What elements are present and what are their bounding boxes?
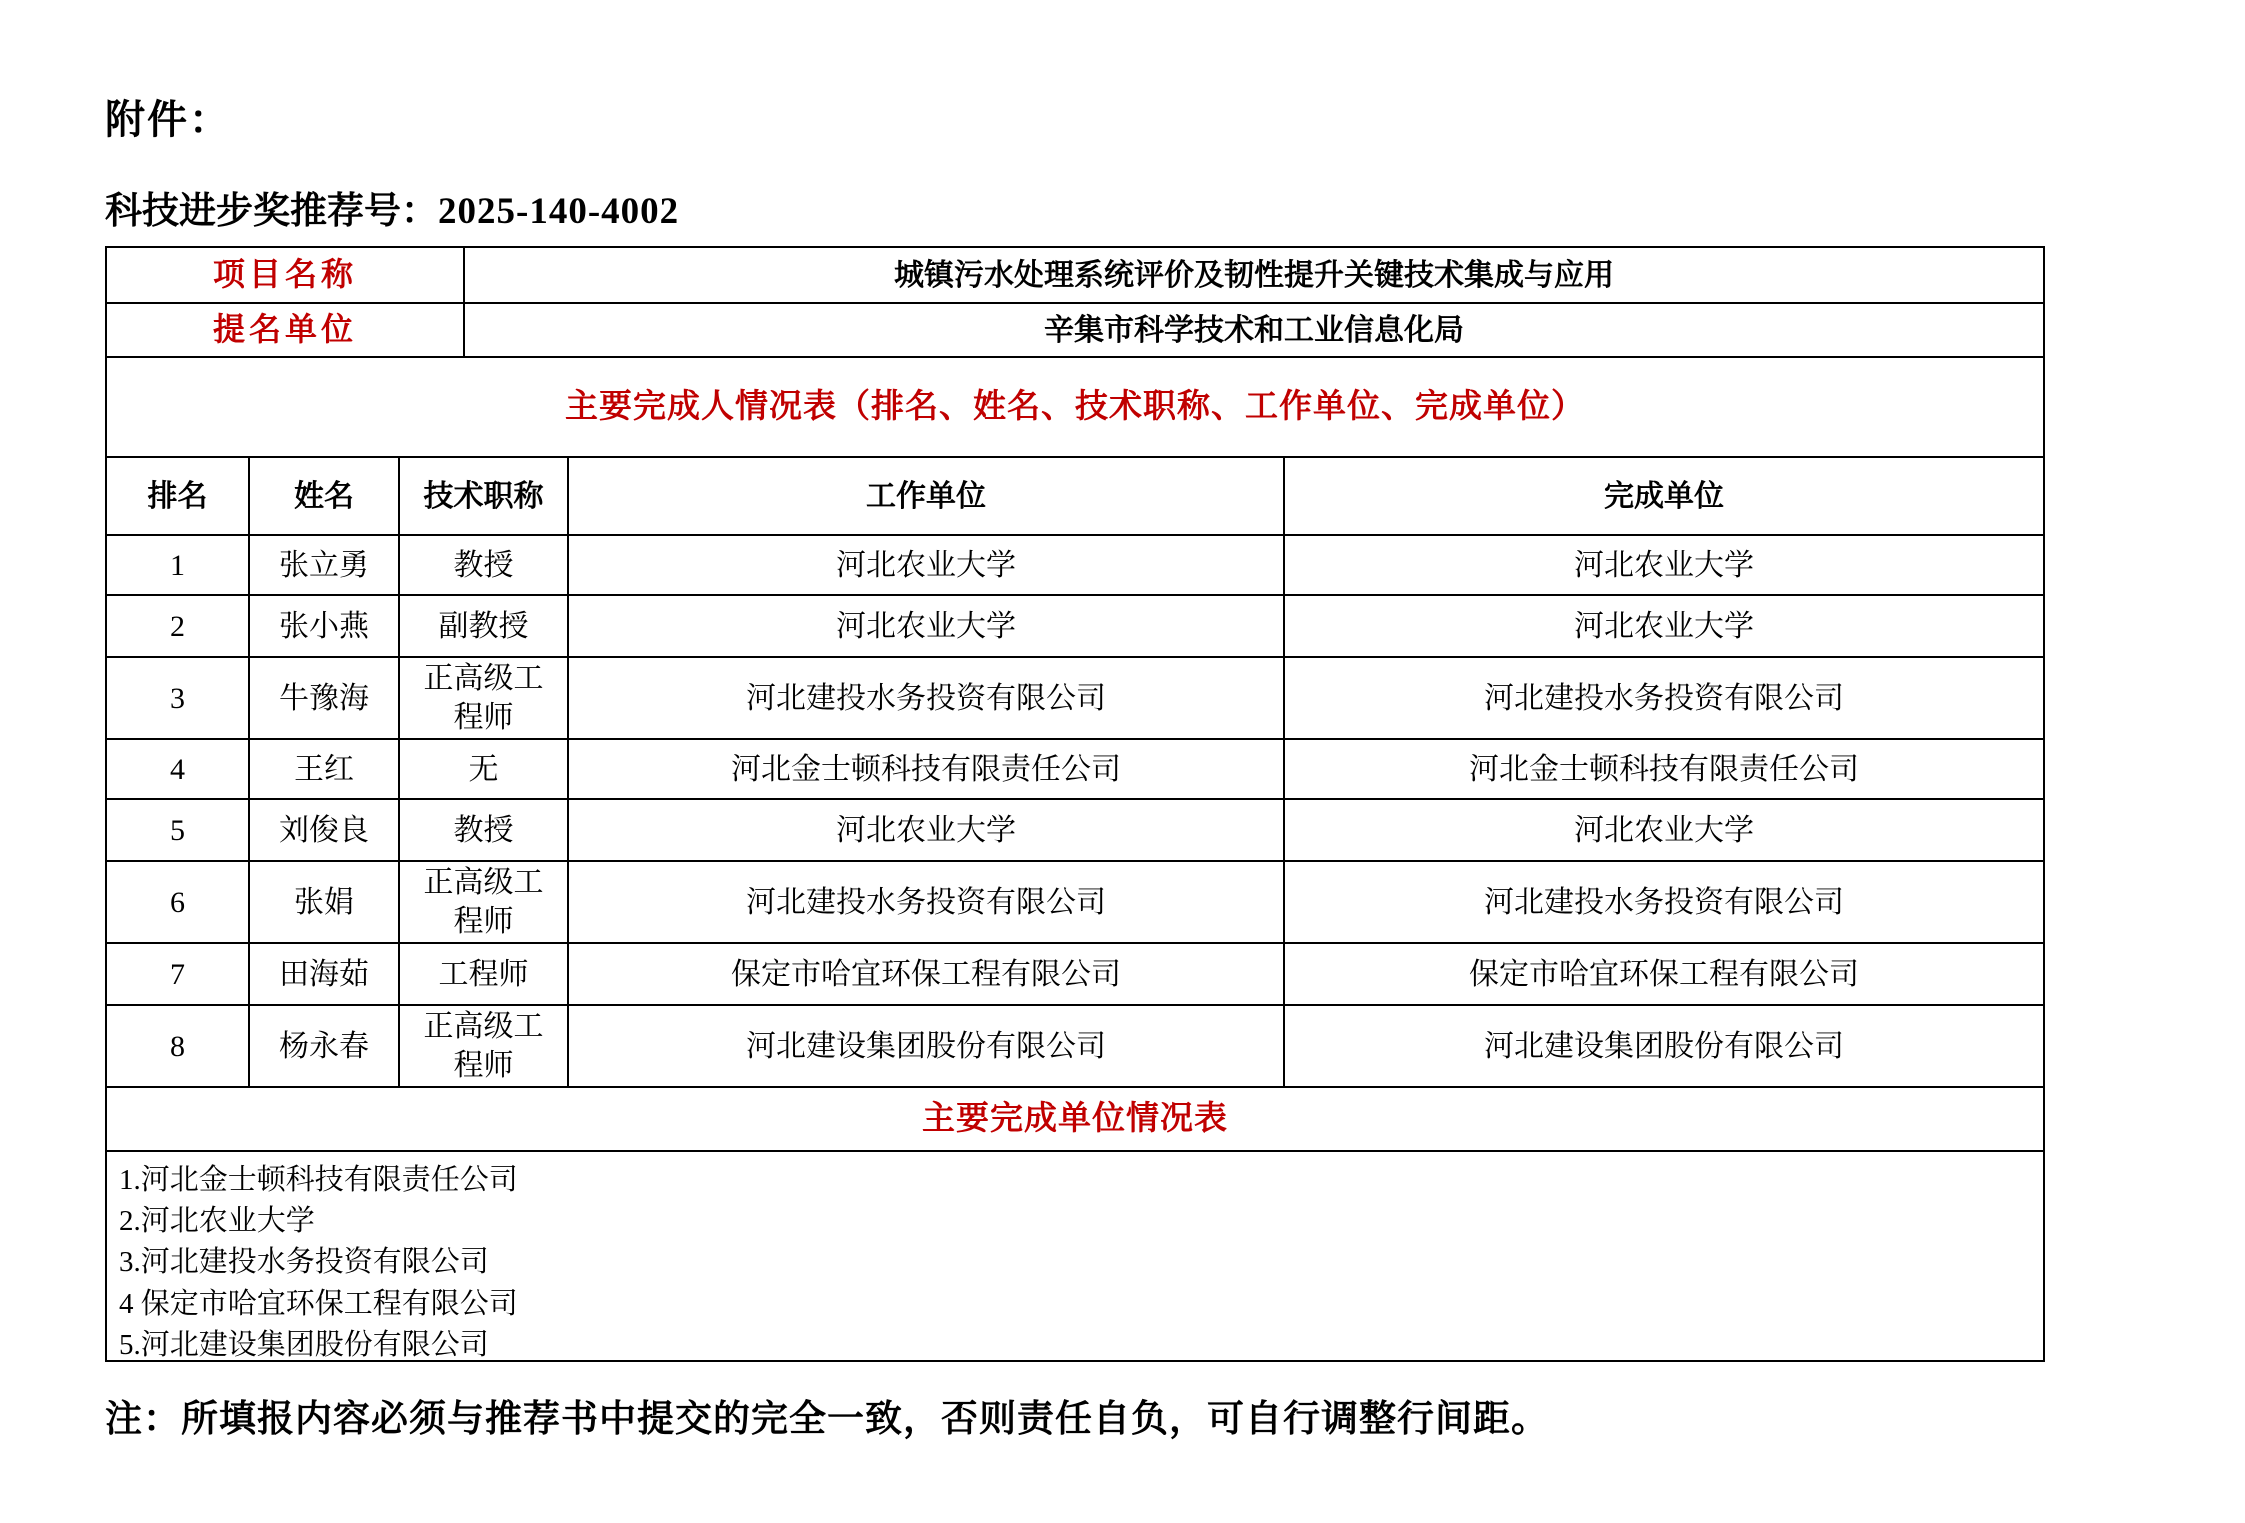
footer-note: 注：所填报内容必须与推荐书中提交的完全一致，否则责任自负，可自行调整行间距。	[105, 1399, 1549, 1440]
table-row-cell-name: 王红	[250, 740, 400, 800]
table-row-cell-title: 正高级工程师	[400, 658, 569, 740]
table-row-cell-rank: 2	[107, 596, 250, 658]
project-name-label: 项目名称	[107, 248, 465, 304]
table-row-cell-work-unit: 河北农业大学	[569, 596, 1285, 658]
table-row-cell-rank: 7	[107, 944, 250, 1006]
completion-unit-item: 2.河北农业大学	[119, 1205, 315, 1238]
table-row-cell-title: 正高级工程师	[400, 1006, 569, 1088]
table-row-cell-rank: 6	[107, 862, 250, 944]
table-row-cell-completion-unit: 河北建设集团股份有限公司	[1285, 1006, 2043, 1088]
table-row-cell-work-unit: 保定市哈宜环保工程有限公司	[569, 944, 1285, 1006]
column-header-name: 姓名	[250, 458, 400, 536]
table-row-cell-title: 教授	[400, 800, 569, 862]
table-row-cell-completion-unit: 河北农业大学	[1285, 800, 2043, 862]
table-row-cell-title: 工程师	[400, 944, 569, 1006]
nominating-unit-value: 辛集市科学技术和工业信息化局	[465, 304, 2043, 358]
table-row-cell-name: 田海茹	[250, 944, 400, 1006]
table-row-cell-rank: 4	[107, 740, 250, 800]
table-row-cell-name: 张娟	[250, 862, 400, 944]
table-row-cell-work-unit: 河北建设集团股份有限公司	[569, 1006, 1285, 1088]
attachment-heading: 附件：	[105, 97, 231, 143]
table-row-cell-work-unit: 河北金士顿科技有限责任公司	[569, 740, 1285, 800]
recommendation-label: 科技进步奖推荐号：	[105, 191, 438, 232]
table-row-cell-completion-unit: 河北金士顿科技有限责任公司	[1285, 740, 2043, 800]
completion-unit-item: 3.河北建投水务投资有限公司	[119, 1246, 489, 1279]
table-row-cell-work-unit: 河北农业大学	[569, 536, 1285, 596]
completion-unit-item: 4 保定市哈宜环保工程有限公司	[119, 1287, 518, 1320]
table-row-cell-title: 副教授	[400, 596, 569, 658]
units-table-title: 主要完成单位情况表	[107, 1088, 2043, 1152]
table-row-cell-rank: 1	[107, 536, 250, 596]
table-row-cell-title: 教授	[400, 536, 569, 596]
recommendation-number: 2025-140-4002	[438, 191, 680, 232]
table-row-cell-work-unit: 河北建投水务投资有限公司	[569, 862, 1285, 944]
table-row-cell-title: 无	[400, 740, 569, 800]
table-row-cell-work-unit: 河北农业大学	[569, 800, 1285, 862]
table-row-cell-completion-unit: 河北建投水务投资有限公司	[1285, 862, 2043, 944]
completion-units-list	[107, 1152, 2043, 1360]
table-row-cell-completion-unit: 河北农业大学	[1285, 536, 2043, 596]
table-row-cell-rank: 3	[107, 658, 250, 740]
completion-unit-item: 1.河北金士顿科技有限责任公司	[119, 1164, 518, 1196]
table-row-cell-name: 刘俊良	[250, 800, 400, 862]
recommendation-line	[105, 180, 679, 234]
column-header-title: 技术职称	[400, 458, 569, 536]
table-row-cell-completion-unit: 保定市哈宜环保工程有限公司	[1285, 944, 2043, 1006]
table-row-cell-name: 张立勇	[250, 536, 400, 596]
award-form-table	[105, 246, 2045, 1362]
table-row-cell-name: 杨永春	[250, 1006, 400, 1088]
table-row-cell-name: 张小燕	[250, 596, 400, 658]
project-name-value: 城镇污水处理系统评价及韧性提升关键技术集成与应用	[465, 248, 2043, 304]
table-row-cell-completion-unit: 河北建投水务投资有限公司	[1285, 658, 2043, 740]
table-row-cell-name: 牛豫海	[250, 658, 400, 740]
table-row-cell-work-unit: 河北建投水务投资有限公司	[569, 658, 1285, 740]
table-row-cell-title: 正高级工程师	[400, 862, 569, 944]
table-row-cell-completion-unit: 河北农业大学	[1285, 596, 2043, 658]
column-header-completion-unit: 完成单位	[1285, 458, 2043, 536]
column-header-work-unit: 工作单位	[569, 458, 1285, 536]
table-row-cell-rank: 8	[107, 1006, 250, 1088]
completers-table-title: 主要完成人情况表（排名、姓名、技术职称、工作单位、完成单位）	[107, 358, 2043, 458]
completion-unit-item: 5.河北建设集团股份有限公司	[119, 1328, 489, 1360]
column-header-rank: 排名	[107, 458, 250, 536]
table-row-cell-rank: 5	[107, 800, 250, 862]
nominating-unit-label: 提名单位	[107, 304, 465, 358]
